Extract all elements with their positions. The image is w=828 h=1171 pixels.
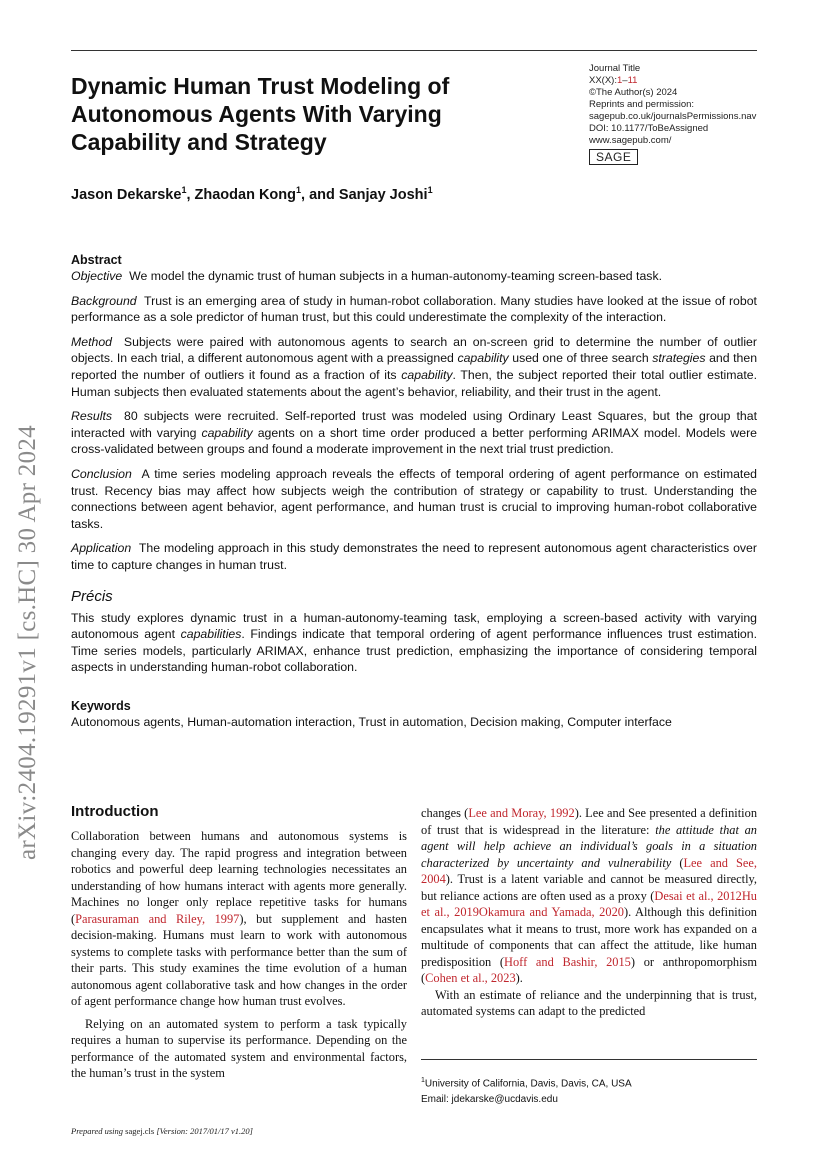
author-name: Jason Dekarske — [71, 186, 182, 203]
citation-link[interactable]: Lee and Moray, 1992 — [468, 806, 575, 820]
prepared-using-note: Prepared using sagej.cls [Version: 2017/01/17 v1.20] — [71, 1126, 253, 1136]
intro-left-column — [71, 828, 407, 1082]
journal-title: Journal Title — [589, 63, 641, 74]
page-end-link[interactable]: 11 — [627, 75, 638, 86]
citation-link[interactable]: Parasuraman and Riley, 1997 — [75, 911, 240, 926]
paper-title: Dynamic Human Trust Modeling of Autonomous Agents With Varying Capability and Strategy — [71, 73, 450, 155]
author-name: Sanjay Joshi — [338, 186, 428, 203]
journal-pages: XX(X):1–11 — [589, 75, 638, 86]
intro-paragraph: Relying on an automated system to perform a task typically requires a human to supervise its performance. Depending on the performance of the automated system and environmental factors, the human’s trust in the system — [71, 1016, 407, 1080]
abstract-method: Method Subjects were paired with autonomous agents to search an on-screen grid to determine the number of outlier objects. In each trial, a different autonomous agent with a preassigned capability used one of three search strategies and then reported the number of outliers it found as a fraction of its capability. Then, the subject reported their total outlier estimate. Human subjects then evaluated statements about the agent’s behavior, reliability, and their trust in the agent. — [71, 334, 758, 399]
intro-paragraph: Collaboration between humans and autonomous systems is changing every day. The rapid progress and integration between robotics and powerful deep learning technologies necessitates an understanding of how humans interact with agents more generally. Machines no longer only replace repetitive tasks for humans (Parasuraman and Riley, 1997), but supplement and hasten decision-making. Humans must learn to work with autonomous systems to complete tasks with performance better than the sum of their parts. This study examines the time evolution of a human autonomous agent collaborative task and how changes in the order of agent performance change how human trust evolves. — [71, 829, 408, 1008]
citation-link[interactable]: Lee and See, 2004 — [421, 855, 757, 886]
citation-link[interactable]: Cohen et al., 2023 — [425, 971, 516, 985]
author-name: Zhaodan Kong — [194, 186, 297, 203]
precis-text: This study explores dynamic trust in a human-autonomy-teaming task, employing a screen-based activity with varying autonomous agent capabilities. Findings indicate that temporal ordering of agent performance influences trust estimation. Time series models, particularly ARIMAX, enhance trust prediction, emphasizing the importance of considering temporal aspects in understanding human-robot collaboration. — [71, 610, 758, 675]
affiliation: $^1$University of California, Davis, Davis, CA, USA — [421, 1077, 632, 1090]
abstract-conclusion: Conclusion A time series modeling approach reveals the effects of temporal ordering of agent performance on estimated trust. Recency bias may affect how subjects weigh the contribution of strategy or capability to trust. Understanding the connections between agent behavior, agent performance, and human trust is crucial to improving human-robot collaborative tasks. — [71, 466, 757, 531]
abstract-section — [71, 252, 757, 738]
intro-paragraph: With an estimate of reliance and the underpinning that is trust, automated systems can adapt to the predicted — [421, 987, 757, 1018]
journal-website: www.sagepub.com/ — [589, 135, 672, 146]
arxiv-stamp: arXiv:2404.19291v1 [cs.HC] 30 Apr 2024 — [14, 425, 41, 860]
journal-permissions-url: sagepub.co.uk/journalsPermissions.nav — [589, 111, 757, 122]
introduction-heading: Introduction — [71, 803, 159, 820]
citation-link[interactable]: Desai et al., 2012Hu et al., 2019Okamura and Yamada, 2020 — [421, 888, 757, 919]
abstract-results: Results 80 subjects were recruited. Self-reported trust was modeled using Ordinary Least Squares, but the group that interacted with varying capability agents on a short time order produced a better performing ARIMAX model. Models were cross-validated between groups and found a moderate improvement in the next trial trust prediction. — [71, 409, 758, 457]
precis-heading: Précis — [71, 587, 113, 605]
citation-link[interactable]: Hoff and Bashir, 2015 — [504, 954, 631, 969]
intro-paragraph: changes (Lee and Moray, 1992). Lee and See presented a definition of trust that is widespread in the literature: the attitude that an agent will help achieve an individual’s goals in a situation characterized by uncertainty and vulnerability (Lee and See, 2004). Trust is a latent variable and cannot be measured directly, but reliance actions are often used as a proxy (Desai et al., 2012Hu et al., 2019Okamura and Yamada, 2020). Although this definition encapsulates what it means to trust, more work has expanded on a multitude of components that can affect the attitude, like human predisposition (Hoff and Bashir, 2015) or anthropomorphism (Cohen et al., 2023). — [421, 806, 758, 985]
abstract-heading: Abstract — [71, 253, 122, 267]
footnote — [421, 1073, 757, 1108]
abstract-background: Background Trust is an emerging area of study in human-robot collaboration. Many studies have looked at the issue of robot performance as a sole predictor of human trust, but this could underestimate the complexity of the interaction. — [71, 293, 757, 325]
keywords-heading: Keywords — [71, 698, 131, 713]
journal-copyright: ©The Author(s) 2024 — [589, 87, 678, 98]
page-start-link[interactable]: 1 — [616, 75, 623, 86]
author-list: Jason Dekarske$^1$, Zhaodan Kong$^1$, and Sanjay Joshi$^1$ — [71, 185, 433, 203]
top-rule — [71, 50, 757, 51]
contact-email: Email: jdekarske@ucdavis.edu — [421, 1094, 558, 1106]
keywords-text: Autonomous agents, Human-automation interaction, Trust in automation, Decision making, Computer interface — [71, 714, 672, 729]
journal-doi: DOI: 10.1177/ToBeAssigned — [589, 123, 709, 134]
journal-reprints: Reprints and permission: — [589, 99, 695, 110]
intro-right-column — [421, 805, 757, 1020]
abstract-application: Application The modeling approach in this study demonstrates the need to represent autonomous agent characteristics over time to capture changes in human trust. — [71, 541, 757, 572]
sage-logo: SAGE — [589, 149, 638, 165]
footnote-rule — [421, 1059, 757, 1060]
journal-info — [589, 63, 789, 165]
abstract-objective: Objective We model the dynamic trust of human subjects in a human-autonomy-teaming screen-based task. — [71, 269, 663, 283]
